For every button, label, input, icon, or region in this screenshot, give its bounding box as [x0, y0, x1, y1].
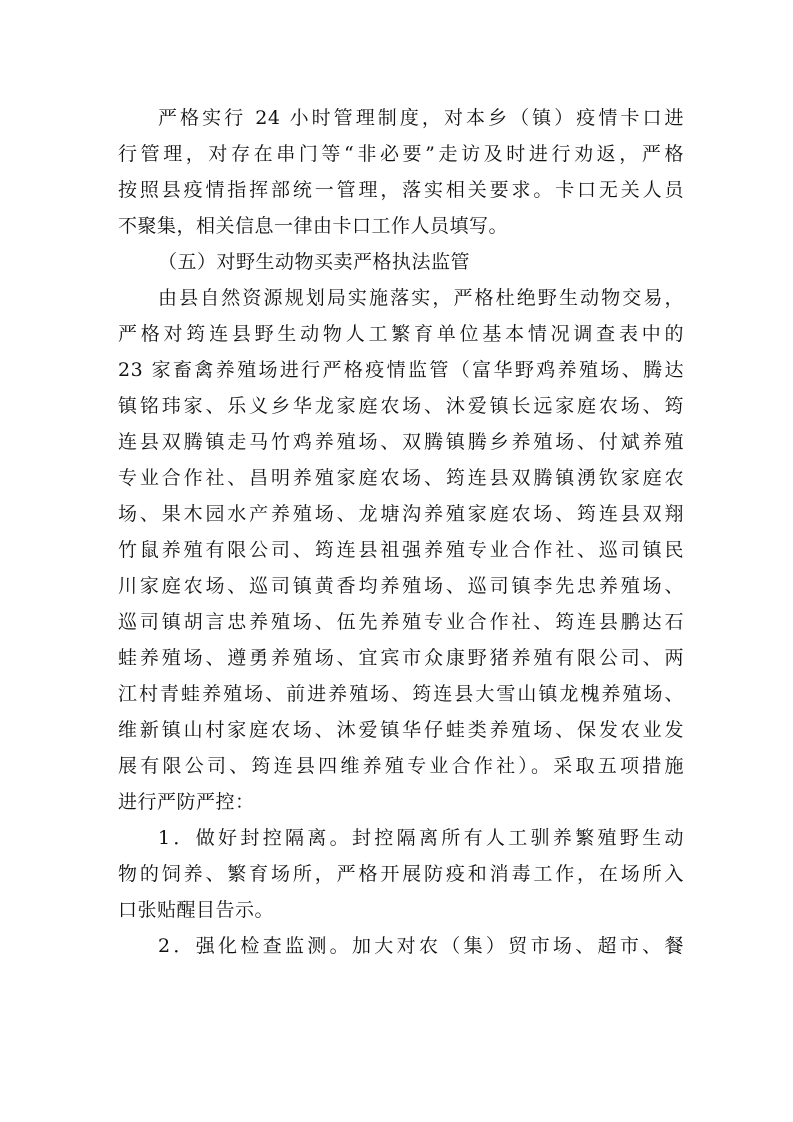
text-line: 竹鼠养殖有限公司、筠连县祖强养殖专业合作社、巡司镇民 [118, 539, 684, 561]
text-line: 按照县疫情指挥部统一管理，落实相关要求。卡口无关人员 [118, 179, 684, 201]
text-line: 严格实行 24 小时管理制度，对本乡（镇）疫情卡口进 [158, 107, 684, 129]
text-line: 维新镇山村家庭农场、沐爱镇华仔蛙类养殖场、保发农业发 [118, 719, 684, 741]
text-line: 口张贴醒目告示。 [118, 899, 275, 921]
text-line: 专业合作社、昌明养殖家庭农场、筠连县双腾镇湧钦家庭农 [118, 467, 684, 489]
text-line: 展有限公司、筠连县四维养殖专业合作社）。采取五项措施 [118, 755, 684, 777]
text-line: 场、果木园水产养殖场、龙塘沟养殖家庭农场、筠连县双翔 [118, 503, 684, 525]
paragraph-measure-two [118, 928, 684, 964]
text-line: 进行严防严控： [118, 791, 255, 813]
text-line: 23 家畜禽养殖场进行严格疫情监管（富华野鸡养殖场、腾达 [118, 359, 684, 381]
heading-text: （五）对野生动物买卖严格执法监管 [158, 251, 471, 273]
paragraph-measure-one [118, 820, 684, 928]
text-line: 严格对筠连县野生动物人工繁育单位基本情况调查表中的 [118, 323, 684, 345]
text-line: 江村青蛙养殖场、前进养殖场、筠连县大雪山镇龙槐养殖场、 [118, 683, 684, 705]
text-line: 1．做好封控隔离。封控隔离所有人工驯养繁殖野生动 [158, 827, 684, 849]
text-line: 物的饲养、繁育场所，严格开展防疫和消毒工作，在场所入 [118, 863, 684, 885]
text-line: 镇铭玮家、乐义乡华龙家庭农场、沐爱镇长远家庭农场、筠 [118, 395, 684, 417]
text-line: 巡司镇胡言忠养殖场、伍先养殖专业合作社、筠连县鹏达石 [118, 611, 684, 633]
text-line: 连县双腾镇走马竹鸡养殖场、双腾镇腾乡养殖场、付斌养殖 [118, 431, 684, 453]
paragraph-wildlife-supervision [118, 280, 684, 820]
text-line: 行管理，对存在串门等“非必要”走访及时进行劝返，严格 [118, 143, 684, 165]
text-line: 2．强化检查监测。加大对农（集）贸市场、超市、餐 [158, 935, 684, 957]
section-heading [118, 244, 684, 280]
text-line: 由县自然资源规划局实施落实，严格杜绝野生动物交易， [158, 287, 684, 309]
text-line: 不聚集，相关信息一律由卡口工作人员填写。 [118, 215, 509, 237]
document-body [118, 100, 684, 964]
text-line: 川家庭农场、巡司镇黄香均养殖场、巡司镇李先忠养殖场、 [118, 575, 684, 597]
paragraph-checkpoint-management [118, 100, 684, 244]
text-line: 蛙养殖场、遵勇养殖场、宜宾市众康野猪养殖有限公司、两 [118, 647, 684, 669]
